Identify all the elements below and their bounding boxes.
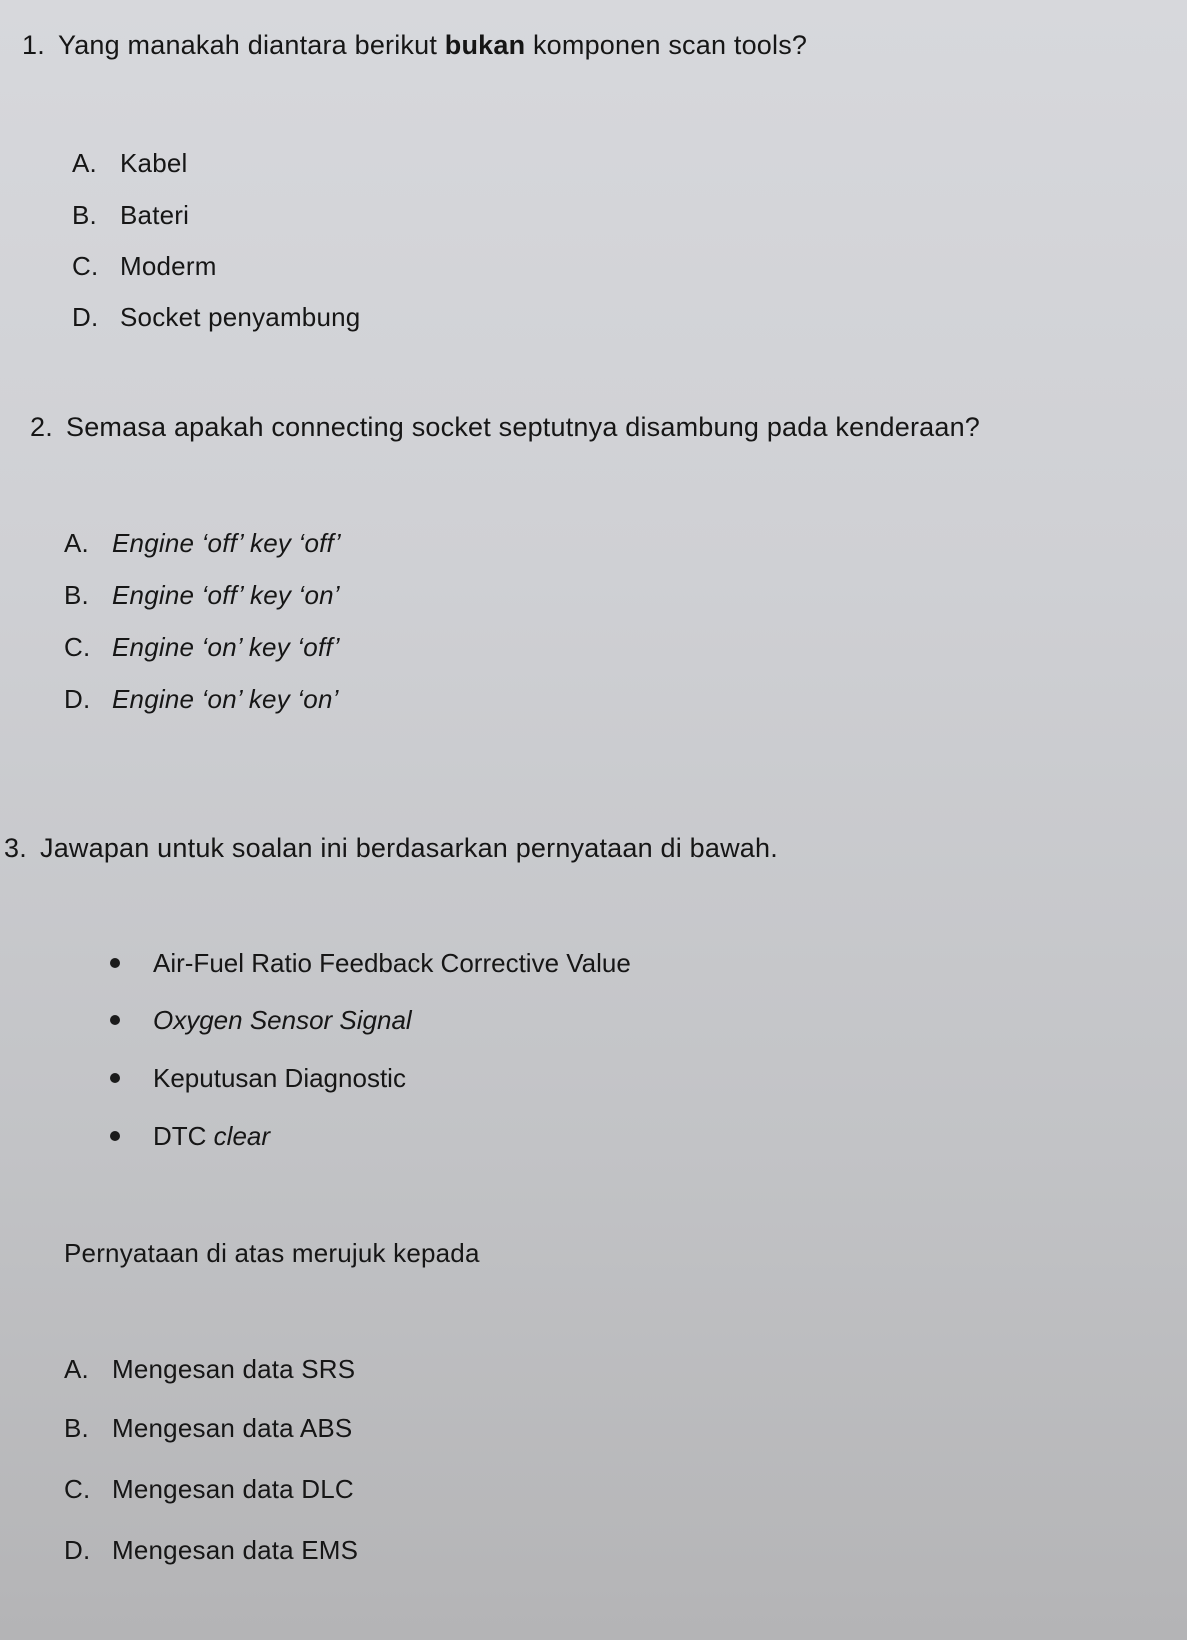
question-text-part: komponen scan tools?	[525, 30, 808, 60]
option-letter: C.	[64, 1474, 91, 1504]
question-text-part: Yang manakah diantara berikut	[58, 30, 445, 60]
option-1a[interactable]	[72, 148, 188, 179]
question-text: Semasa apakah connecting socket septutnya disambung pada kenderaan?	[66, 412, 981, 442]
question-number: 2.	[30, 412, 53, 442]
bullet-text-part: clear	[213, 1121, 271, 1151]
question-number: 1.	[22, 30, 45, 60]
option-text: Engine ‘on’ key ‘on’	[112, 684, 339, 714]
option-letter: C.	[72, 251, 99, 281]
question-emphasis: bukan	[444, 30, 526, 60]
option-letter: C.	[64, 632, 91, 662]
bullet-item: Oxygen Sensor Signal	[153, 1005, 412, 1035]
bullet-dot	[110, 1131, 120, 1141]
option-2b[interactable]	[64, 580, 340, 611]
option-letter: B.	[64, 1413, 89, 1443]
option-text: Mengesan data DLC	[112, 1474, 354, 1504]
option-1d[interactable]	[72, 302, 360, 333]
bullet-dot	[110, 1015, 120, 1025]
bullet-dot	[110, 1073, 120, 1083]
option-text: Mengesan data ABS	[112, 1413, 353, 1443]
bullet-item	[153, 1121, 270, 1152]
option-text: Bateri	[120, 200, 190, 230]
option-text: Engine ‘off’ key ‘on’	[112, 580, 340, 610]
option-letter: B.	[72, 200, 97, 230]
option-letter: D.	[72, 302, 99, 332]
option-3d[interactable]	[64, 1535, 358, 1566]
option-letter: B.	[64, 580, 89, 610]
option-letter: A.	[64, 1354, 89, 1384]
option-3c[interactable]	[64, 1474, 354, 1505]
bullet-item: Keputusan Diagnostic	[153, 1063, 406, 1093]
option-2d[interactable]	[64, 684, 339, 715]
question-text: Jawapan untuk soalan ini berdasarkan pernyataan di bawah.	[40, 833, 778, 863]
question-number: 3.	[4, 833, 27, 863]
option-text: Moderm	[120, 251, 217, 281]
option-1b[interactable]	[72, 200, 189, 231]
statement-prompt: Pernyataan di atas merujuk kepada	[64, 1238, 480, 1268]
bullet-dot	[110, 958, 120, 968]
option-letter: D.	[64, 684, 91, 714]
question-1	[22, 30, 807, 61]
option-2a[interactable]	[64, 528, 341, 559]
option-1c[interactable]	[72, 251, 217, 282]
question-2	[30, 412, 980, 443]
option-text: Kabel	[120, 148, 188, 178]
option-3b[interactable]	[64, 1413, 352, 1444]
option-3a[interactable]	[64, 1354, 355, 1385]
option-text: Socket penyambung	[120, 302, 361, 332]
bullet-item: Air-Fuel Ratio Feedback Corrective Value	[153, 948, 631, 978]
option-letter: A.	[72, 148, 97, 178]
option-text: Mengesan data SRS	[112, 1354, 356, 1384]
option-text: Engine ‘on’ key ‘off’	[112, 632, 340, 662]
question-3	[4, 833, 778, 864]
option-letter: A.	[64, 528, 89, 558]
option-2c[interactable]	[64, 632, 340, 663]
option-text: Engine ‘off’ key ‘off’	[112, 528, 341, 558]
option-letter: D.	[64, 1535, 91, 1565]
option-text: Mengesan data EMS	[112, 1535, 359, 1565]
bullet-text-part: DTC	[153, 1121, 214, 1151]
